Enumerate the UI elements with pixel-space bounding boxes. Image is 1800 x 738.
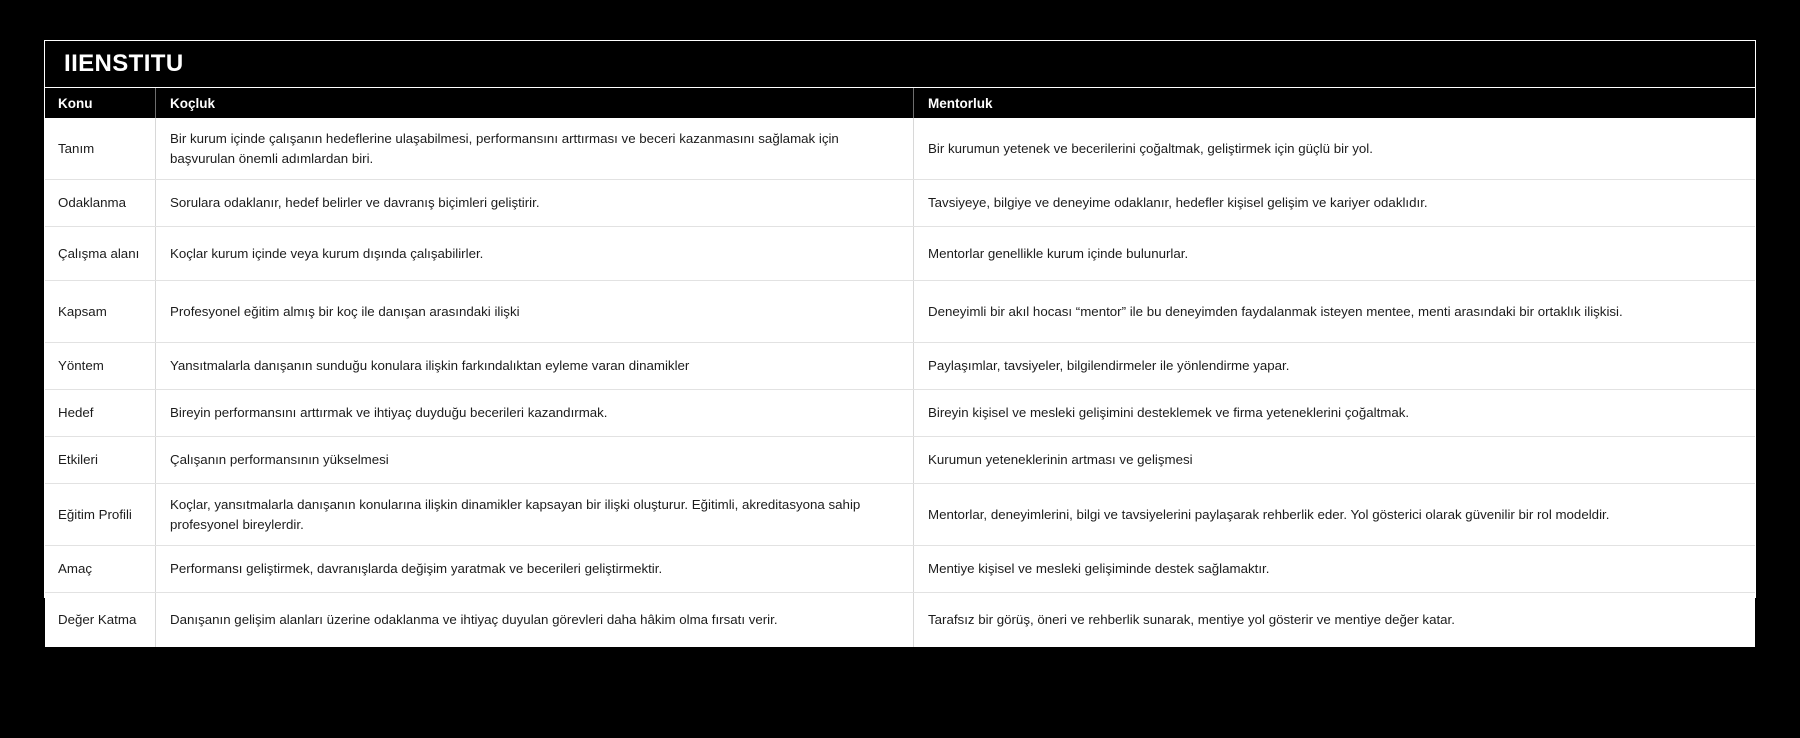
cell-kocluk: Çalışanın performansının yükselmesi: [155, 437, 913, 483]
table-header-row: [45, 88, 1755, 118]
cell-kocluk: Danışanın gelişim alanları üzerine odaklanma ve ihtiyaç duyulan görevleri daha hâkim olma fırsatı verir.: [155, 593, 913, 647]
table-row: [45, 118, 1755, 180]
cell-mentorluk: Kurumun yeteneklerinin artması ve gelişmesi: [913, 437, 1755, 483]
column-header-konu: Konu: [58, 95, 93, 111]
cell-mentorluk: Tavsiyeye, bilgiye ve deneyime odaklanır, hedefler kişisel gelişim ve kariyer odaklıdır.: [913, 180, 1755, 226]
table-row: [45, 281, 1755, 343]
cell-mentorluk: Deneyimli bir akıl hocası “mentor” ile bu deneyimden faydalanmak isteyen mentee, menti arasındaki bir ortaklık ilişkisi.: [913, 281, 1755, 342]
cell-konu: Eğitim Profili: [58, 506, 132, 522]
table-row: [45, 390, 1755, 437]
cell-kocluk: Sorulara odaklanır, hedef belirler ve davranış biçimleri geliştirir.: [155, 180, 913, 226]
cell-konu: Çalışma alanı: [58, 245, 140, 261]
table-row: [45, 180, 1755, 227]
cell-konu: Amaç: [58, 561, 92, 577]
table-row: [45, 593, 1755, 647]
cell-konu: Tanım: [58, 140, 95, 156]
cell-mentorluk: Paylaşımlar, tavsiyeler, bilgilendirmeler ile yönlendirme yapar.: [913, 343, 1755, 389]
cell-mentorluk: Bir kurumun yetenek ve becerilerini çoğaltmak, geliştirmek için güçlü bir yol.: [913, 118, 1755, 179]
cell-mentorluk: Mentiye kişisel ve mesleki gelişiminde destek sağlamaktır.: [913, 546, 1755, 592]
column-header-mentorluk: Mentorluk: [913, 88, 1755, 118]
cell-kocluk: Bir kurum içinde çalışanın hedeflerine ulaşabilmesi, performansını arttırması ve beceri kazanmasını sağlamak için başvurulan önemli adımlardan biri.: [155, 118, 913, 179]
table-row: [45, 437, 1755, 484]
table-row: [45, 343, 1755, 390]
table-row: [45, 546, 1755, 593]
cell-kocluk: Profesyonel eğitim almış bir koç ile danışan arasındaki ilişki: [155, 281, 913, 342]
cell-kocluk: Koçlar kurum içinde veya kurum dışında çalışabilirler.: [155, 227, 913, 280]
cell-konu: Yöntem: [58, 358, 104, 374]
cell-kocluk: Bireyin performansını arttırmak ve ihtiyaç duyduğu becerileri kazandırmak.: [155, 390, 913, 436]
cell-mentorluk: Mentorlar, deneyimlerini, bilgi ve tavsiyelerini paylaşarak rehberlik eder. Yol gösterici olarak güvenilir bir rol modeldir.: [913, 484, 1755, 545]
cell-konu: Hedef: [58, 405, 94, 421]
cell-kocluk: Koçlar, yansıtmalarla danışanın konularına ilişkin dinamikler kapsayan bir ilişki oluşturur. Eğitimli, akreditasyona sahip profesyonel bireylerdir.: [155, 484, 913, 545]
cell-mentorluk: Tarafsız bir görüş, öneri ve rehberlik sunarak, mentiye yol gösterir ve mentiye değer katar.: [913, 593, 1755, 647]
cell-mentorluk: Mentorlar genellikle kurum içinde bulunurlar.: [913, 227, 1755, 280]
cell-konu: Kapsam: [58, 303, 107, 319]
table-row: [45, 484, 1755, 546]
cell-konu: Değer Katma: [58, 612, 137, 628]
column-header-kocluk: Koçluk: [155, 88, 913, 118]
cell-mentorluk: Bireyin kişisel ve mesleki gelişimini desteklemek ve firma yeteneklerini çoğaltmak.: [913, 390, 1755, 436]
cell-konu: Odaklanma: [58, 195, 126, 211]
cell-konu: Etkileri: [58, 452, 98, 468]
table-body: [45, 118, 1755, 647]
brand-logo: IIENSTITU: [64, 50, 184, 77]
table-row: [45, 227, 1755, 281]
cell-kocluk: Performansı geliştirmek, davranışlarda değişim yaratmak ve becerileri geliştirmektir.: [155, 546, 913, 592]
cell-kocluk: Yansıtmalarla danışanın sunduğu konulara ilişkin farkındalıktan eyleme varan dinamikler: [155, 343, 913, 389]
brand-bar: [45, 41, 1755, 88]
comparison-table: [44, 40, 1756, 628]
